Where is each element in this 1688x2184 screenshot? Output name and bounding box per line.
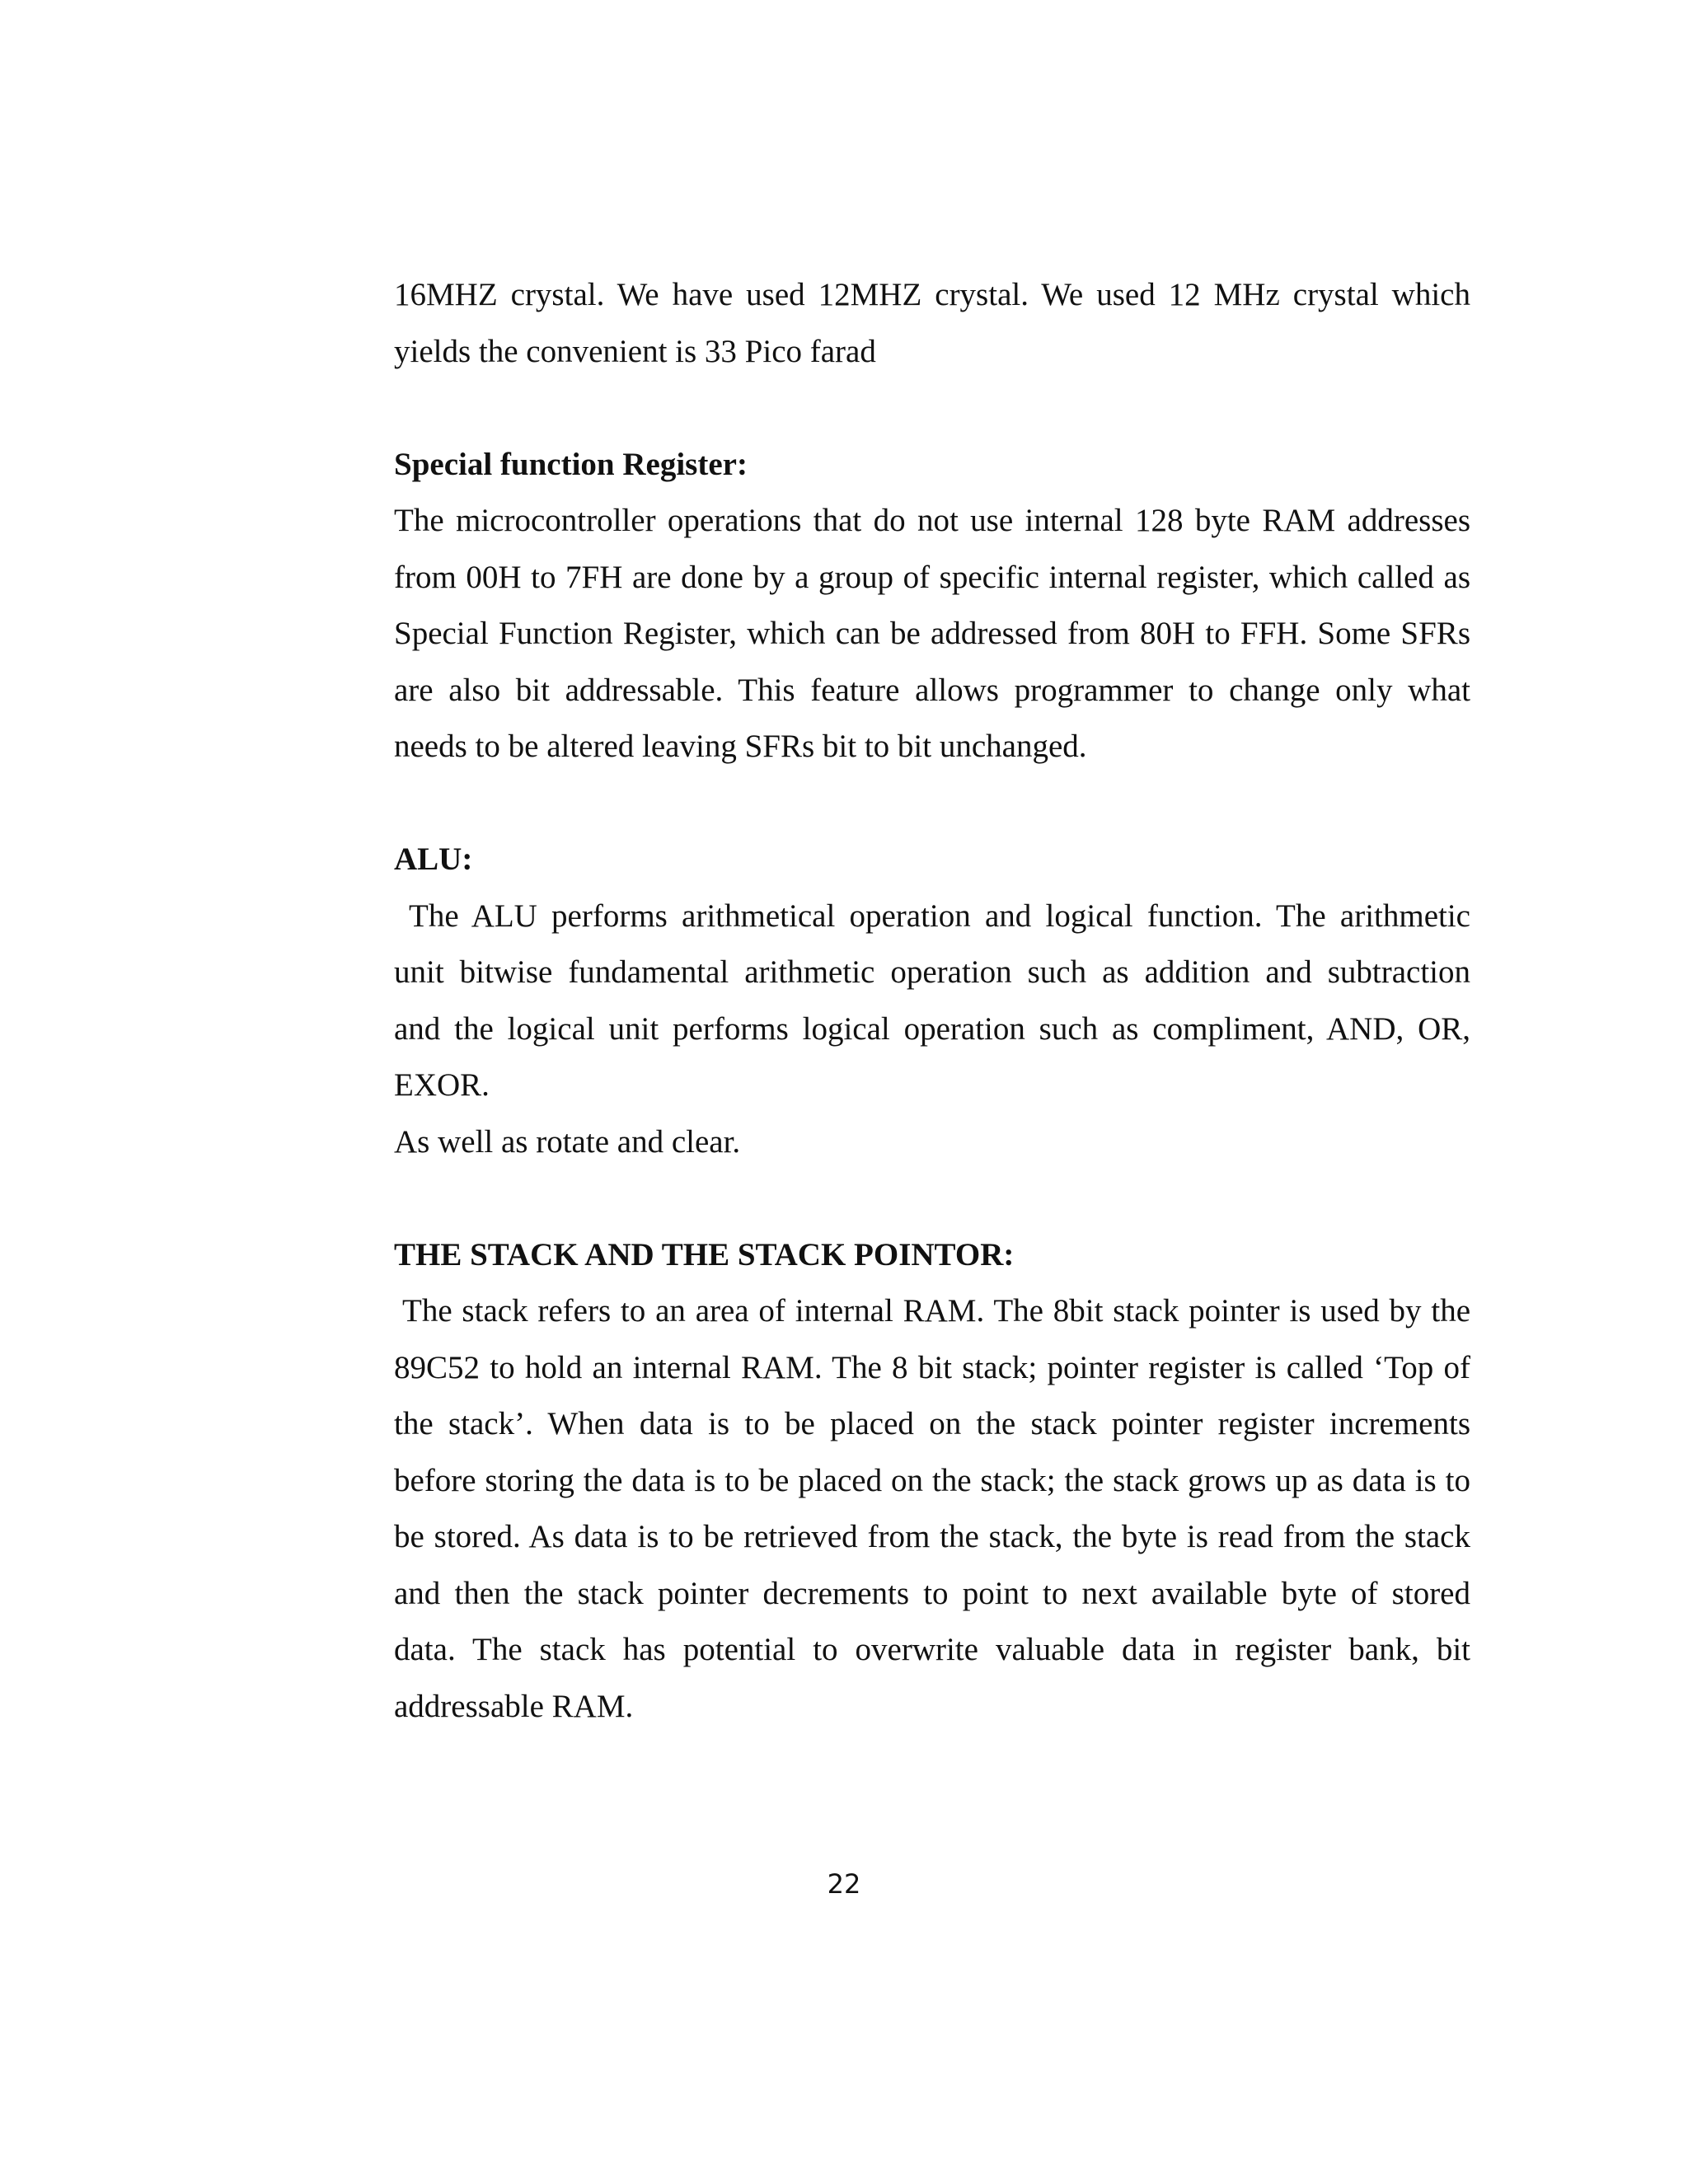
- paragraph-gap: [394, 1170, 1470, 1227]
- text-line: be stored. As data is to be retrieved from the stack, the byte is read from the stack: [394, 1519, 1470, 1554]
- text-line: As well as rotate and clear.: [394, 1123, 741, 1160]
- text-line: before storing the data is to be placed on the stack; the stack grows up as data is to: [394, 1462, 1470, 1498]
- text-line: addressable RAM.: [394, 1688, 634, 1724]
- text-line: the stack’. When data is to be placed on the stack pointer register increments: [394, 1406, 1470, 1441]
- text-line: and the logical unit performs logical operation such as compliment, AND, OR,: [394, 1010, 1470, 1047]
- text-line: needs to be altered leaving SFRs bit to bit unchanged.: [394, 729, 1087, 764]
- stack-paragraph: [394, 1283, 1470, 1735]
- text-line: and then the stack pointer decrements to point to next available byte of stored: [394, 1575, 1470, 1611]
- text-line: Special Function Register, which can be addressed from 80H to FFH. Some SFRs: [394, 616, 1470, 651]
- text-line: from 00H to 7FH are done by a group of specific internal register, which called as: [394, 559, 1470, 595]
- intro-paragraph: [394, 267, 1470, 380]
- text-line: are also bit addressable. This feature allows programmer to change only what: [394, 672, 1470, 708]
- text-line: yields the convenient is 33 Pico farad: [394, 333, 876, 369]
- alu-paragraph: [394, 888, 1470, 1171]
- sfr-paragraph: [394, 493, 1470, 776]
- text-line: The stack refers to an area of internal RAM. The 8bit stack pointer is used by the: [402, 1293, 1470, 1329]
- paragraph-gap: [394, 380, 1470, 437]
- paragraph-gap: [394, 776, 1470, 832]
- text-line: EXOR.: [394, 1067, 490, 1103]
- sfr-heading: Special function Register:: [394, 446, 748, 482]
- text-line: 16MHZ crystal. We have used 12MHZ crystal. We used 12 MHz crystal which: [394, 277, 1470, 312]
- text-line: data. The stack has potential to overwrite valuable data in register bank, bit: [394, 1632, 1470, 1667]
- text-line: 89C52 to hold an internal RAM. The 8 bit stack; pointer register is called ‘Top of: [394, 1349, 1470, 1385]
- page-number: 22: [827, 1868, 861, 1900]
- page-body: [394, 267, 1470, 1735]
- text-line: unit bitwise fundamental arithmetic operation such as addition and subtraction: [394, 954, 1470, 990]
- text-line: The microcontroller operations that do not use internal 128 byte RAM addresses: [394, 503, 1470, 538]
- alu-heading: ALU:: [394, 841, 473, 877]
- text-line: The ALU performs arithmetical operation and logical function. The arithmetic: [409, 898, 1470, 934]
- stack-heading: THE STACK AND THE STACK POINTOR:: [394, 1236, 1015, 1272]
